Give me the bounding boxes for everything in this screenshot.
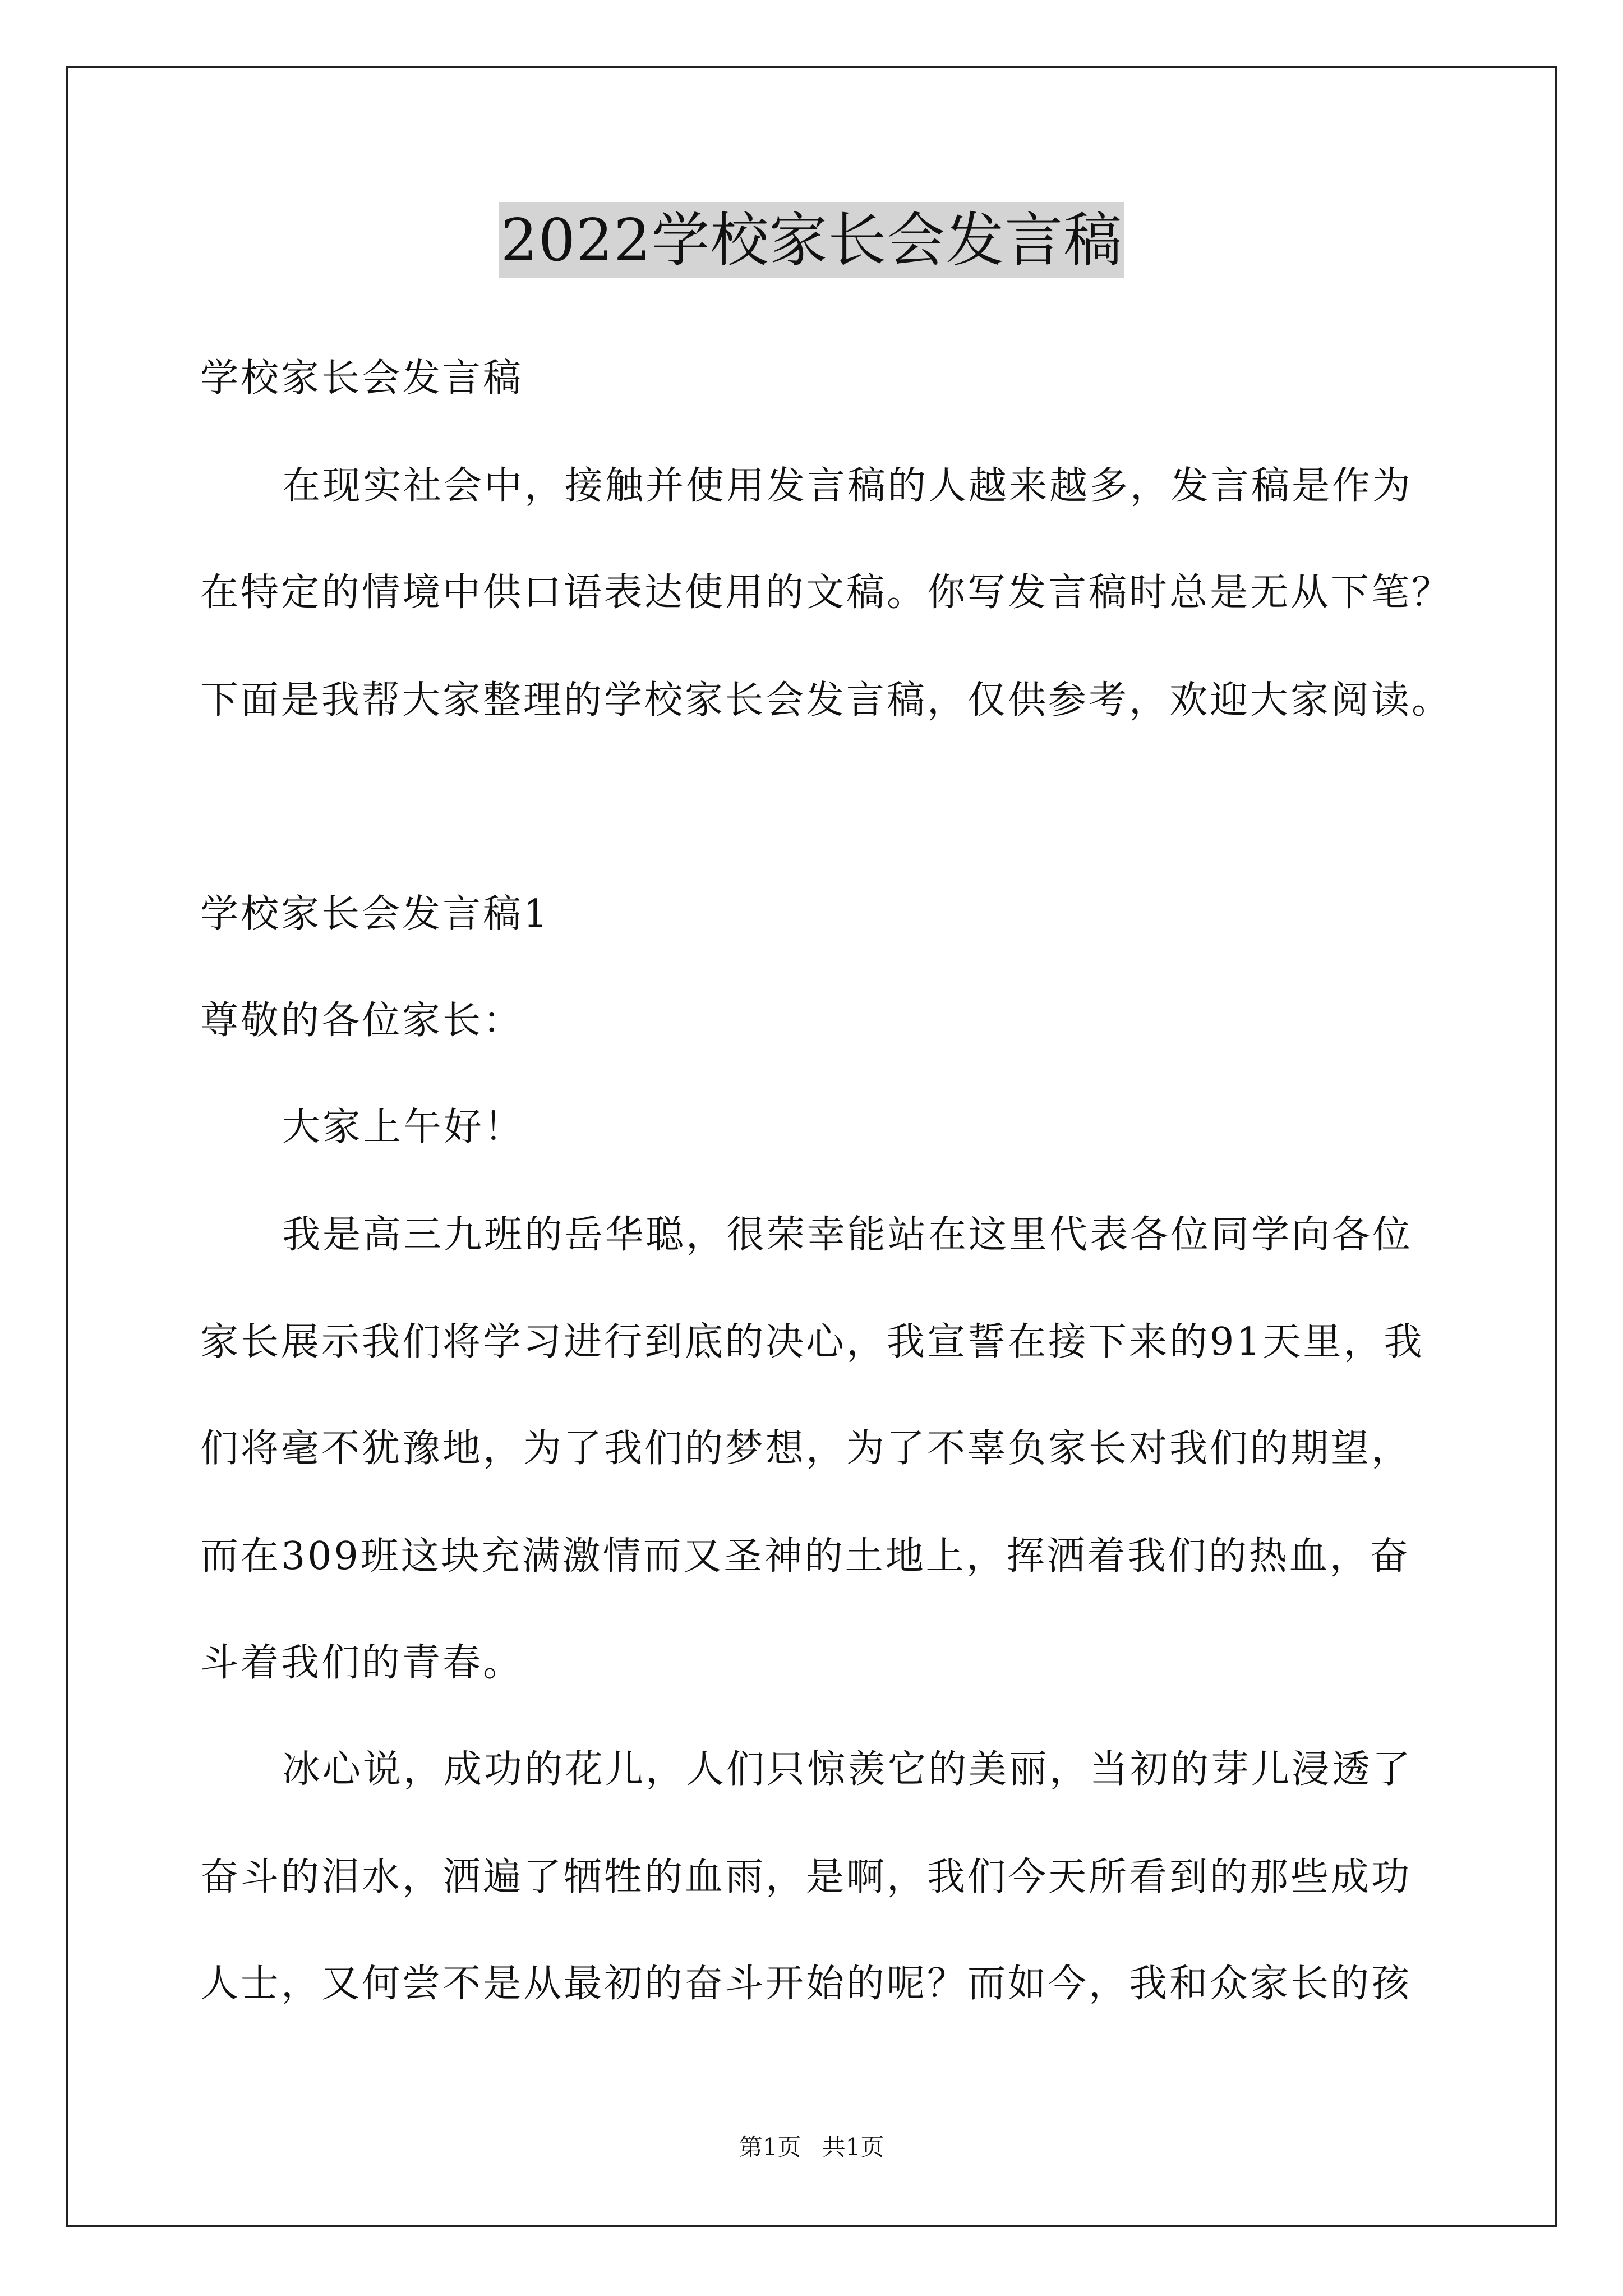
para1-line-4: 而在309班这块充满激情而又圣神的土地上，挥洒着我们的热血，奋 [200, 1534, 1410, 1579]
intro-line-2: 在特定的情境中供口语表达使用的文稿。你写发言稿时总是无从下笔？ [200, 570, 1453, 615]
para2-line-1: 冰心说，成功的花儿，人们只惊羡它的美丽，当初的芽儿浸透了 [282, 1747, 1413, 1792]
para1-line-1: 我是高三九班的岳华聪，很荣幸能站在这里代表各位同学向各位 [282, 1213, 1413, 1257]
para2-line-2: 奋斗的泪水，洒遍了牺牲的血雨，是啊，我们今天所看到的那些成功 [200, 1855, 1412, 1899]
page-number-current: 第1页 [739, 2133, 801, 2161]
para2-line-3: 人士，又何尝不是从最初的奋斗开始的呢？而如今，我和众家长的孩 [200, 1962, 1412, 2006]
para1-line-3: 们将毫不犹豫地，为了我们的梦想，为了不辜负家长对我们的期望， [200, 1427, 1412, 1471]
greeting: 大家上午好！ [282, 1105, 525, 1149]
document-subtitle: 学校家长会发言稿 [200, 356, 524, 401]
intro-line-3: 下面是我帮大家整理的学校家长会发言稿，仅供参考，欢迎大家阅读。 [200, 678, 1453, 723]
document-title: 2022学校家长会发言稿 [499, 202, 1125, 278]
salutation: 尊敬的各位家长： [200, 999, 524, 1043]
para1-line-2: 家长展示我们将学习进行到底的决心，我宣誓在接下来的91天里，我 [200, 1320, 1424, 1364]
para1-line-5: 斗着我们的青春。 [200, 1641, 524, 1685]
title-wrap [0, 202, 1623, 278]
page-footer [0, 2132, 1623, 2163]
section-heading: 学校家长会发言稿1 [200, 892, 550, 936]
intro-line-1: 在现实社会中，接触并使用发言稿的人越来越多，发言稿是作为 [282, 464, 1413, 508]
page-number-total: 共1页 [822, 2133, 884, 2161]
